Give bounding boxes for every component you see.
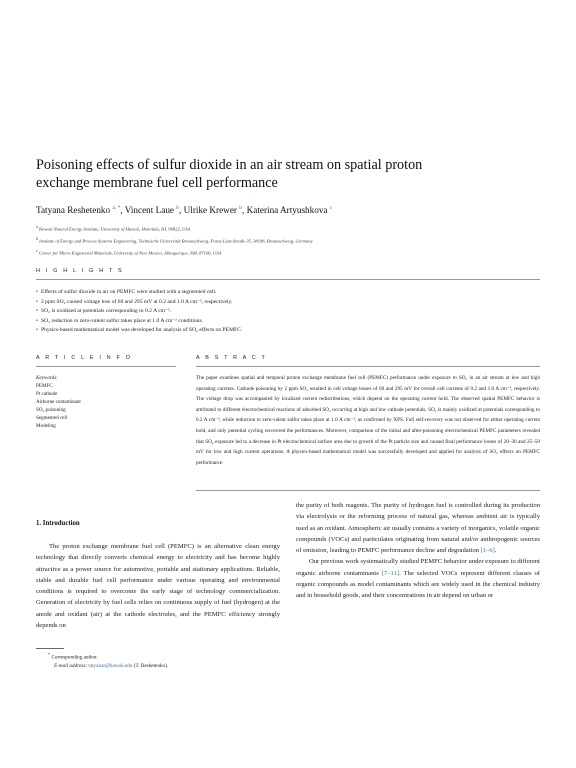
affiliation: $^c$ Center for Micro-Engineered Materials, University of New Mexico, Albuquerque, NM, 87106, USA	[36, 248, 222, 256]
highlights-list	[36, 288, 536, 336]
paper-title: Poisoning effects of sulfur dioxide in an air stream on spatial proton exchange membrane fuel cell performance	[36, 157, 423, 191]
highlight-item: • Physics-based mathematical model was developed for analysis of SO₂ effects on PEMFC.	[36, 326, 536, 336]
body-paragraph: Our previous work systematically studied PEMFC behavior under exposure to different organic airborne contaminants [7–11]. The selected VOCs represent different classes of organic compounds as model contaminants which are widely used in the chemical industry and in household goods, and their concentrations in air depend on urban or	[296, 558, 540, 600]
affiliation-list	[36, 222, 546, 258]
abstract-heading: A B S T R A C T	[196, 355, 268, 361]
left-column	[36, 520, 280, 631]
citation-link[interactable]: [1–6]	[480, 547, 495, 555]
email-note: E-mail address: tatyanar@hawaii.edu (T. Reshetenko).	[54, 663, 169, 670]
affiliation: $^b$ Institute of Energy and Process Systems Engineering, Technische Universität Braunschweig, Franz-Liszt-Straße 35, 38106, Braunschweig, Germany	[36, 236, 313, 244]
affiliation: $^a$ Hawaii Natural Energy Institute, University of Hawaii, Honolulu, HI, 96822, USA	[36, 224, 191, 232]
keyword: Modeling	[36, 423, 56, 429]
highlight-item: • Effects of sulfur dioxide in air on PEMFC were studied with a segmented cell.	[36, 288, 536, 298]
right-column	[296, 500, 540, 602]
section-divider	[196, 366, 540, 367]
section-divider	[36, 279, 540, 280]
article-info-heading: A R T I C L E I N F O	[36, 355, 133, 361]
footnotes	[36, 651, 336, 671]
keyword: Pt cathode	[36, 391, 58, 397]
keyword: Airborne contaminant	[36, 399, 81, 405]
highlight-item: • SO₂ is oxidized at potentials corresponding to 0.2 A cm⁻².	[36, 307, 536, 317]
author-list: Tatyana Reshetenko $^{a, *}$, Vincent Laue $^b$, Ulrike Krewer $^b$, Katerina Artyushkova $^c$	[36, 205, 333, 216]
corresponding-author-note: * Corresponding author.	[48, 652, 98, 661]
author-name[interactable]: Ulrike Krewer	[183, 205, 237, 216]
citation-link[interactable]: [7–11]	[381, 569, 400, 577]
abstract-text: The paper examines spatial and temporal proton exchange membrane fuel cell (PEMFC) performance under exposure to SO₂ in an air stream at low and high operating currents. Cathode poisoning by 2 ppm SO₂ resulted in cell voltage losses of 60 and 295 mV for overall cell currents of 0.2 and 1.0 A cm⁻², respectively. The voltage drop was accompanied by localized current redistributions, which depend on the operating current hold. The observed spatial PEMFC behavior is attributed to different electrochemical reactions of adsorbed SO₂ occurring at high and low cathode potentials. SO₂ is mainly oxidized at potentials corresponding to 0.2 A cm⁻², while reduction to zero-valent sulfur takes place at 1.0 A cm⁻², as confirmed by XPS. Full self-recovery was not observed for either operating current hold, and only potential cycling recovered the performances. Moreover, comparison of the initial and after-poisoning electrochemical PEMFC parameters revealed that SO₂ exposure led to a decrease in Pt electrochemical surface area due to growth of the Pt particle size and caused final performance losses of 20–30 and 25–50 mV for low and high current operations. A physics-based mathematical model was successfully developed and applied for analysis of SO₂ effects on PEMFC performance.	[196, 375, 540, 466]
keywords-label: Keywords:	[36, 375, 58, 381]
author-affiliation-mark[interactable]: b	[176, 205, 180, 211]
email-link[interactable]: tatyanar@hawaii.edu	[88, 663, 133, 670]
keywords-block	[36, 374, 176, 430]
author-name[interactable]: Tatyana Reshetenko	[36, 205, 111, 216]
keyword: PEMFC	[36, 383, 53, 389]
body-paragraph: The proton exchange membrane fuel cell (PEMFC) is an alternative clean energy technology that directly converts chemical energy to electricity and has become highly attractive as a power source for automotive, portable and stationary applications. Reliable, stable and durable fuel cell performance under various operating and environmental conditions is required to overcome the early stage of technology commercialization. Generation of electricity by fuel cells relies on continuous supply of fuel (hydrogen) at the anode and oxidant (air) at the cathode electrodes, and the PEMFC efficiency strongly depends on	[36, 543, 280, 630]
keyword: Segmented cell	[36, 415, 68, 421]
author-affiliation-mark[interactable]: c	[329, 205, 333, 211]
introduction-heading: 1. Introduction	[36, 520, 80, 527]
highlight-item: • 2 ppm SO₂ caused voltage loss of 60 and 295 mV at 0.2 and 1.0 A cm⁻², respectively.	[36, 298, 536, 308]
section-divider	[196, 490, 540, 491]
author-name[interactable]: Vincent Laue	[124, 205, 174, 216]
author-name[interactable]: Katerina Artyushkova	[246, 205, 328, 216]
body-paragraph: the purity of both reagents. The purity of hydrogen fuel is controlled during its production via electrolysis or the reforming process of natural gas, whereas ambient air is typically used as an oxidant. Atmospheric air usually contains a variety of inorganics, volatile organic compounds (VOCs) and particulates originating from natural and/or anthropogenic sources of emission, leading to PEMFC performance decline and degradation [1–6].	[296, 502, 540, 555]
highlights-heading: H I G H L I G H T S	[36, 268, 124, 274]
section-divider	[36, 366, 176, 367]
footnote-divider	[36, 648, 64, 649]
keyword: SO₂ poisoning	[36, 407, 66, 413]
highlight-item: • SO₂ reduction to zero-valent sulfur takes place at 1.0 A cm⁻² conditions.	[36, 317, 536, 327]
author-affiliation-mark[interactable]: b	[239, 205, 243, 211]
author-affiliation-mark[interactable]: a, *	[112, 205, 121, 211]
